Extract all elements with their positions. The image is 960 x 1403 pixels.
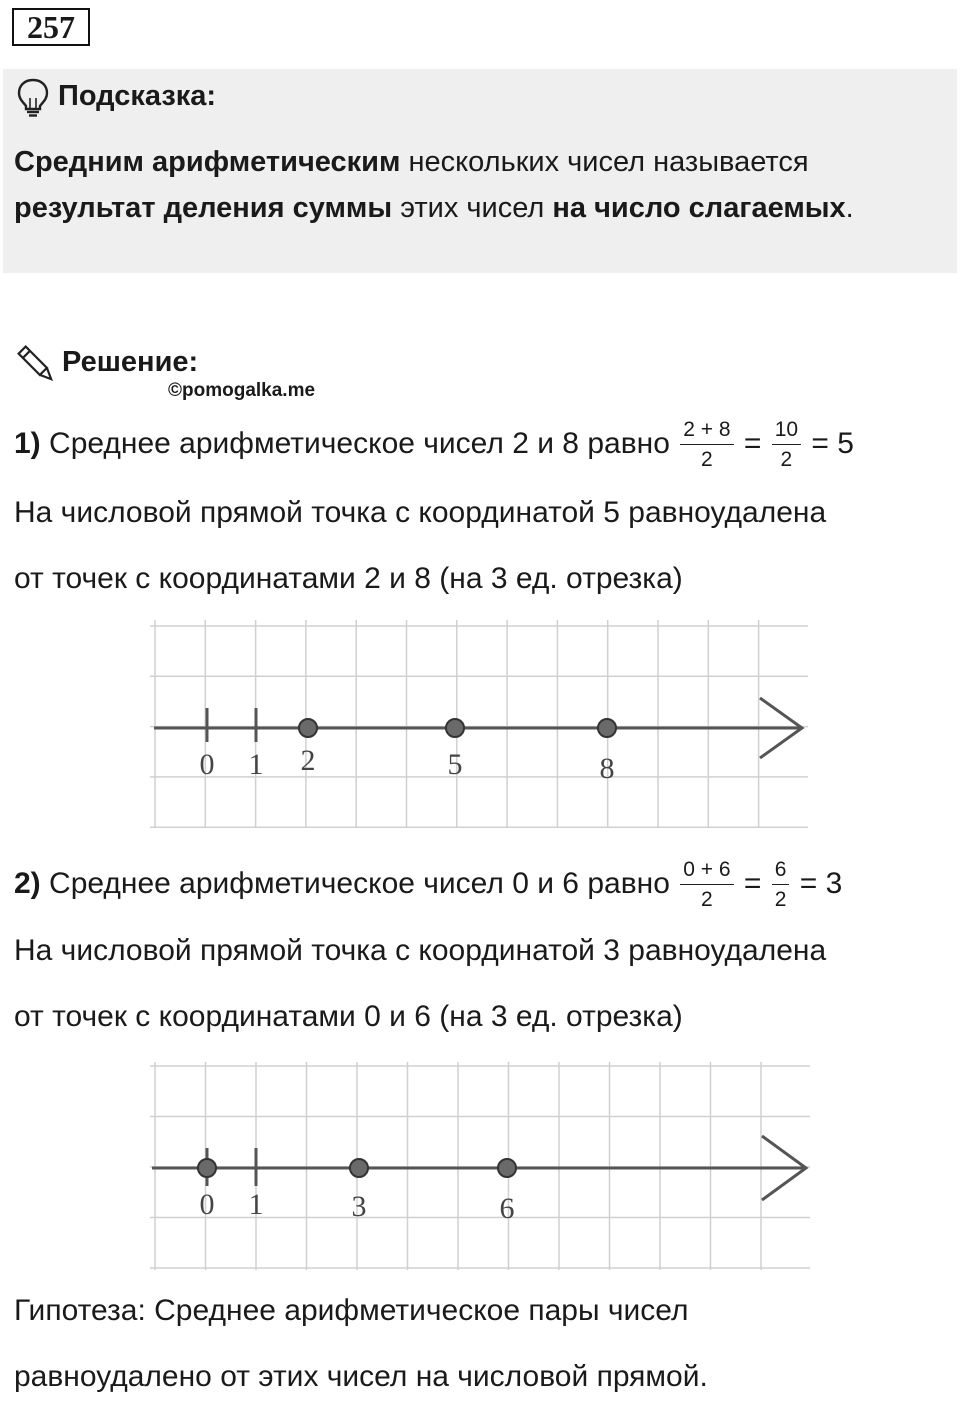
part1-line1 (14, 418, 854, 472)
copyright: ©pomogalka.me (168, 380, 316, 401)
hint-line-2 (14, 192, 854, 225)
part1-fraction-1 (680, 418, 733, 472)
part2-fraction-2 (772, 858, 790, 912)
fraction-numerator: 10 (772, 418, 801, 445)
point-label-6: 6 (499, 1192, 515, 1225)
part2-result: = 3 (791, 866, 843, 900)
number-line-2 (150, 1062, 815, 1272)
task-number: 257 (12, 8, 90, 46)
tick-label-0: 0 (199, 1188, 215, 1221)
number-line-1 (150, 620, 815, 832)
part1-text: Среднее арифметическое чисел 2 и 8 равно (40, 426, 679, 460)
point-8 (598, 719, 616, 737)
fraction-denominator: 2 (780, 448, 793, 471)
part2-line1 (14, 858, 842, 912)
part1-result: = 5 (803, 426, 854, 460)
point-label-8: 8 (599, 752, 615, 785)
point-0 (198, 1159, 216, 1177)
equals-sign: = (735, 426, 770, 460)
hint-bold-2: на число слагаемых (552, 192, 846, 224)
solution-title: Решение: (62, 346, 199, 378)
point-5 (446, 719, 464, 737)
tick-label-1: 1 (248, 1188, 264, 1221)
part2-line2: На числовой прямой точка с координатой 3 равноудалена (14, 934, 827, 967)
fraction-denominator: 2 (774, 888, 787, 911)
part2-fraction-1 (680, 858, 733, 912)
part2-label: 2) (14, 866, 41, 900)
conclusion-line2: равноудалено от этих чисел на числовой прямой. (14, 1360, 708, 1393)
point-3 (350, 1159, 368, 1177)
fraction-denominator: 2 (701, 448, 713, 471)
fraction-numerator: 0 + 6 (680, 858, 733, 885)
pencil-icon (16, 344, 58, 386)
tick-label-1: 1 (248, 748, 264, 781)
point-label-2: 2 (300, 744, 316, 777)
point-6 (498, 1159, 516, 1177)
grid (150, 620, 808, 828)
point-2 (299, 719, 317, 737)
hint-term: Средним арифметическим (14, 146, 401, 178)
hint-line-1 (14, 146, 809, 179)
part1-fraction-2 (772, 418, 801, 472)
grid (150, 1062, 810, 1270)
part1-label: 1) (14, 426, 41, 460)
lightbulb-icon (16, 78, 50, 118)
hint-text: нескольких чисел называется (400, 146, 809, 178)
part2-line3: от точек с координатами 0 и 6 (на 3 ед. отрезка) (14, 1000, 683, 1033)
point-label-5: 5 (447, 748, 463, 781)
hint-bold-1: результат деления суммы (14, 192, 393, 224)
hint-end: . (845, 192, 854, 224)
part1-line3: от точек с координатами 2 и 8 (на 3 ед. отрезка) (14, 562, 683, 595)
hint-title: Подсказка: (58, 80, 217, 112)
equals-sign: = (735, 866, 770, 900)
fraction-numerator: 2 + 8 (680, 418, 733, 445)
fraction-numerator: 6 (772, 858, 790, 885)
conclusion-line1: Гипотеза: Среднее арифметическое пары чисел (14, 1294, 689, 1327)
point-label-3: 3 (351, 1190, 367, 1223)
hint-text: этих чисел (392, 192, 553, 224)
part2-text: Среднее арифметическое чисел 0 и 6 равно (40, 866, 679, 900)
fraction-denominator: 2 (701, 888, 713, 911)
tick-label-0: 0 (199, 748, 215, 781)
part1-line2: На числовой прямой точка с координатой 5 равноудалена (14, 496, 827, 529)
